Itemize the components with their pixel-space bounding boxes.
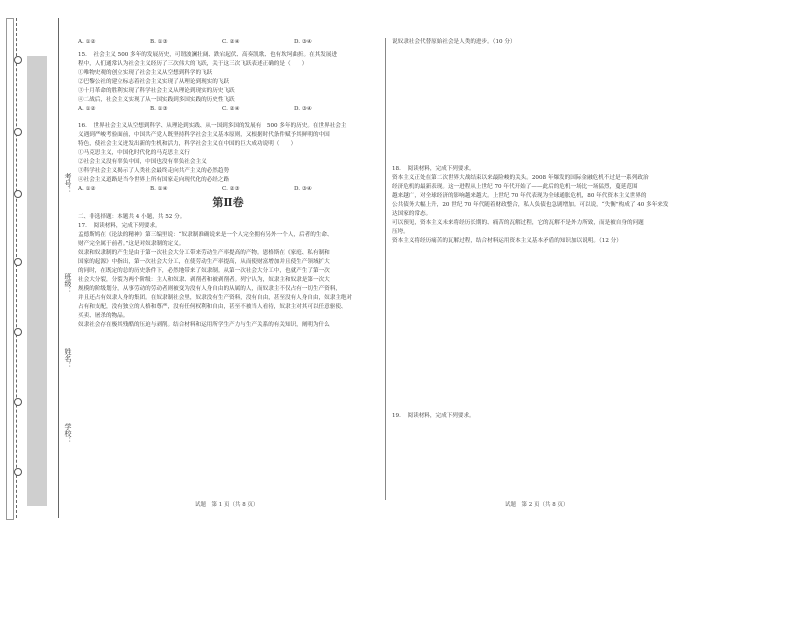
q17-line: 奴隶社会存在极其残酷的压迫与剥削。结合材料和运用所学生产力与生产关系的有关知识，阐明为什么	[78, 322, 330, 328]
q18-line: 可以预见，资本主义未来将经历长期的、痛苦的瓦解过程，它的瓦解不是外力所致，而是被自身的问题	[392, 220, 644, 226]
option: A. ①②	[78, 106, 96, 112]
name-label: 姓名：	[64, 348, 72, 369]
fold-line	[58, 18, 59, 518]
binding-outer-frame	[6, 18, 14, 520]
q15-line: 15． 社会主义 500 多年的发展历史，可谓波澜壮阔、跌宕起伏、高奏凯歌、也有坎坷曲折。在其发展进	[78, 52, 338, 58]
q18-line: 压垮。	[392, 229, 409, 235]
section-note: 二、非选择题：本题共 4 小题，共 52 分。	[78, 214, 186, 220]
option: A. ①②	[78, 39, 96, 45]
page-footer-right: 试题 第 2 页（共 8 页）	[505, 502, 569, 508]
binding-hole	[14, 56, 22, 64]
q16-line: ①马克思主义，中国化时代化的马克思主义行	[78, 150, 190, 156]
page-footer-left: 试题 第 1 页（共 8 页）	[195, 502, 259, 508]
q16-line: 16． 世界社会主义从空想到科学、从理论到实践、从一国到多国的发展有 500 多年的历史。在世界社会主	[78, 123, 347, 129]
q17-line: 的同时，在既定的总的历史条件下，必然地带来了奴隶制。从第一次社会大分工中，也就产生了第一次	[78, 268, 330, 274]
q18-line: 越来越广，对全球经济的影响越来越大。上世纪 70 年代表现为全球通胀危机，80 年代资本主义世界的	[392, 193, 647, 199]
binding-hole	[14, 468, 22, 476]
q16-line: 义遇到严峻考验面前，中国共产党人既坚持科学社会主义基本原则，又根据时代条件赋予其鲜明的中国	[78, 132, 330, 138]
q17-line: 买卖、屠杀的物品。	[78, 313, 129, 319]
binding-hole	[14, 258, 22, 266]
option: B. ①③	[150, 39, 168, 45]
q17-line: 孟德斯鸠在《论法的精神》第三编里说：“奴隶制准确说来是一个人完全拥有另外一个人，后者的生命、	[78, 232, 333, 238]
right-column	[392, 38, 692, 421]
q15-line: ①唯物史观的创立实现了社会主义从空想到科学的飞跃	[78, 70, 213, 76]
option: C. ②④	[222, 106, 240, 112]
class-label: 班级：	[64, 273, 72, 294]
q14-options	[78, 38, 378, 47]
q17-line: 社会大分裂，分裂为两个阶级：主人和奴隶、剥削者和被剥削者。列宁认为，奴隶主和奴隶是第一次大	[78, 277, 330, 283]
binding-gray-band	[27, 56, 47, 506]
q19-head: 19． 阅读材料，完成下列要求。	[392, 413, 475, 419]
exam-number-label: 考号：	[64, 173, 72, 194]
q17-line: 规模的阶级划分，从事劳动的劳动者则被变为没有人身自由的从属的人，而奴隶主不仅占有一切生产资料，	[78, 286, 341, 292]
q15-options	[78, 105, 378, 114]
q15-line: ④二战后，社会主义实现了从一国实践到多国实践的历史性飞跃	[78, 97, 235, 103]
option: C. ②④	[222, 39, 240, 45]
q17-head: 17． 阅读材料，完成下列要求。	[78, 223, 161, 229]
column-divider	[385, 38, 386, 500]
q18-line: 资本主义正处在第二次世界大战结束以来最险峻的关头。2008 年爆发的国际金融危机不过是一系列政治	[392, 175, 649, 181]
q16-line: ④社会主义道路是当今世界上所有国家走向现代化的必经之路	[78, 177, 230, 183]
cut-line	[16, 18, 17, 518]
q15-line: ②巴黎公社的建立标志着社会主义实现了从理论到现实的飞跃	[78, 79, 230, 85]
q17-line: 占有和支配，没有独立的人格和尊严，没有任何权利和自由，甚至不被当人看待，奴隶主对其可以任意驱使、	[78, 304, 347, 310]
q16-line: 特色，使社会主义迸发出新的生机和活力，科学社会主义在中国的巨大成功说明（ ）	[78, 141, 297, 147]
q17-tail: 说奴隶社会代替原始社会是人类的进步。（10 分）	[392, 39, 516, 45]
binding-hole	[14, 190, 22, 198]
section-title: 第Ⅱ卷	[212, 196, 244, 209]
option: A. ①②	[78, 186, 96, 192]
option: D. ③④	[294, 186, 312, 192]
binding-hole	[14, 398, 22, 406]
q18-line: 资本主义将经历痛苦的瓦解过程，结合材料运用资本主义基本矛盾的知识加以说明。（12 分）	[392, 238, 622, 244]
binding-hole	[14, 328, 22, 336]
q15-line: ③十月革命的胜利实现了科学社会主义从理论到现实的历史飞跃	[78, 88, 235, 94]
option: B. ①③	[150, 106, 168, 112]
q16-line: ②社会主义没有辜负中国，中国也没有辜负社会主义	[78, 159, 207, 165]
q17-line: 国家的起源》中指出，第一次社会大分工，在使劳动生产率提高，从而使财富增加并且使生产领域扩大	[78, 259, 330, 265]
binding-strip	[6, 18, 78, 518]
q17-line: 并且还占有奴隶人身的集团。在奴隶制社会里，奴隶没有生产资料，没有自由，甚至没有人身自由，奴隶主绝对	[78, 295, 353, 301]
option: B. ①④	[150, 186, 168, 192]
q17-line: 奴隶和奴隶制的产生是由于第一次社会大分工带来劳动生产率提高的产物。恩格斯在《家庭、私有制和	[78, 250, 330, 256]
q15-line: 程中，人们通常认为社会主义经历了三次伟大的飞跃，关于这三次飞跃表述正确的是（ ）	[78, 61, 308, 67]
option: D. ③④	[294, 39, 312, 45]
option: D. ③④	[294, 106, 312, 112]
binding-hole	[14, 128, 22, 136]
q18-head: 18． 阅读材料，完成下列要求。	[392, 166, 475, 172]
school-label: 学校：	[64, 423, 72, 444]
q18-line: 达国家的常态。	[392, 211, 432, 217]
left-column	[78, 38, 378, 330]
q18-line: 经济危机的最新表现。这一进程从上世纪 70 年代开始了——此后的危机一场比一场猛烈，蔓延范围	[392, 184, 638, 190]
q16-options	[78, 185, 378, 194]
q18-line: 公共债务大幅上升，20 世纪 70 年代随着财政整合，私人负债也急剧增加。可以说，“失衡”构成了 40 多年来发	[392, 202, 669, 208]
option: C. ②③	[222, 186, 240, 192]
q16-line: ③科学社会主义揭示了人类社会最终走向共产主义的必然趋势	[78, 168, 230, 174]
q17-line: 财产完全属于前者。”这是对奴隶制的定义。	[78, 241, 185, 247]
